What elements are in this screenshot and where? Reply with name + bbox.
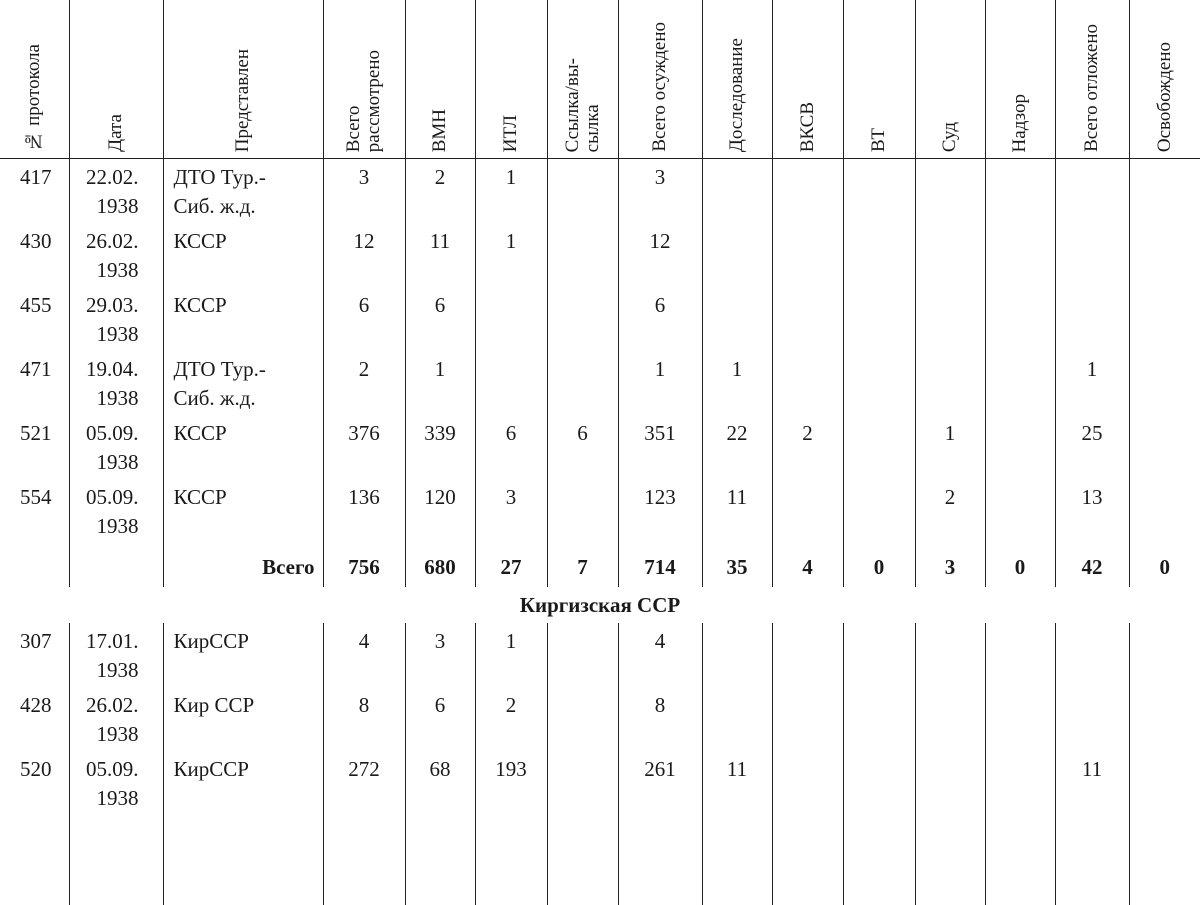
total-label: Всего — [163, 547, 323, 587]
empty-cell — [69, 819, 163, 905]
value-cell: 11 — [1055, 755, 1129, 819]
empty-cell — [475, 819, 547, 905]
value-cell — [547, 159, 618, 228]
value-cell — [1129, 483, 1200, 547]
protocol-number: 554 — [0, 483, 69, 547]
presented-by-cell — [163, 623, 323, 691]
col-header-vt: ВТ — [843, 0, 915, 159]
value-cell: 120 — [405, 483, 475, 547]
col-header-vksv: ВКСВ — [772, 0, 843, 159]
date-cell-line2: 1938 — [70, 512, 139, 541]
value-cell — [915, 227, 985, 291]
value-cell — [985, 419, 1055, 483]
value-cell — [985, 623, 1055, 691]
value-cell: 193 — [475, 755, 547, 819]
value-cell: 6 — [405, 691, 475, 755]
value-cell — [547, 691, 618, 755]
date-cell — [69, 691, 163, 755]
value-cell: 351 — [618, 419, 702, 483]
date-cell — [69, 483, 163, 547]
value-cell — [702, 159, 772, 228]
value-cell — [547, 355, 618, 419]
value-cell: 4 — [323, 623, 405, 691]
presented-by-cell-line1: КирССР — [174, 627, 323, 656]
total-value: 0 — [985, 547, 1055, 587]
value-cell — [772, 227, 843, 291]
empty-cell — [1055, 819, 1129, 905]
col-header-exile: Ссылка/вы- сылка — [547, 0, 618, 159]
value-cell — [915, 691, 985, 755]
protocol-number: 455 — [0, 291, 69, 355]
value-cell — [1129, 227, 1200, 291]
value-cell: 1 — [475, 623, 547, 691]
value-cell: 1 — [618, 355, 702, 419]
section-row — [0, 587, 1200, 623]
date-cell-line1: 19.04. — [70, 355, 139, 384]
total-value: 42 — [1055, 547, 1129, 587]
value-cell — [1055, 227, 1129, 291]
value-cell: 4 — [618, 623, 702, 691]
value-cell: 6 — [547, 419, 618, 483]
table-row — [0, 227, 1200, 291]
col-header-vmn: ВМН — [405, 0, 475, 159]
value-cell — [915, 291, 985, 355]
value-cell: 8 — [323, 691, 405, 755]
value-cell — [1129, 355, 1200, 419]
protocol-number: 521 — [0, 419, 69, 483]
col-header-total-reviewed: Всего рассмотрено — [323, 0, 405, 159]
total-value: 0 — [1129, 547, 1200, 587]
value-cell: 3 — [475, 483, 547, 547]
value-cell: 11 — [702, 483, 772, 547]
value-cell: 2 — [772, 419, 843, 483]
presented-by-cell-line1: КССР — [174, 227, 323, 256]
value-cell — [772, 623, 843, 691]
value-cell — [772, 755, 843, 819]
col-header-total-convicted: Всего осуждено — [618, 0, 702, 159]
value-cell — [915, 755, 985, 819]
empty-cell — [1129, 819, 1200, 905]
value-cell — [475, 355, 547, 419]
value-cell: 12 — [618, 227, 702, 291]
total-value: 756 — [323, 547, 405, 587]
protocol-number: 428 — [0, 691, 69, 755]
value-cell — [1129, 755, 1200, 819]
presented-by-cell — [163, 227, 323, 291]
filler-row — [0, 819, 1200, 905]
value-cell — [772, 291, 843, 355]
value-cell — [1055, 291, 1129, 355]
value-cell — [547, 291, 618, 355]
value-cell — [985, 291, 1055, 355]
value-cell — [915, 623, 985, 691]
value-cell — [1129, 159, 1200, 228]
value-cell: 2 — [405, 159, 475, 228]
value-cell — [547, 483, 618, 547]
value-cell: 3 — [405, 623, 475, 691]
empty-cell — [618, 819, 702, 905]
value-cell: 68 — [405, 755, 475, 819]
table-row — [0, 355, 1200, 419]
col-header-released: Освобождено — [1129, 0, 1200, 159]
presented-by-cell-line1: Кир ССР — [174, 691, 323, 720]
date-cell-line1: 29.03. — [70, 291, 139, 320]
presented-by-cell-line1: КССР — [174, 291, 323, 320]
value-cell: 3 — [323, 159, 405, 228]
col-header-date: Дата — [69, 0, 163, 159]
presented-by-cell-line1: ДТО Тур.- — [174, 163, 323, 192]
value-cell: 272 — [323, 755, 405, 819]
value-cell — [843, 291, 915, 355]
presented-by-cell — [163, 691, 323, 755]
value-cell: 2 — [323, 355, 405, 419]
date-cell — [69, 291, 163, 355]
total-value: 714 — [618, 547, 702, 587]
empty-cell — [163, 819, 323, 905]
value-cell — [772, 691, 843, 755]
col-header-total-postponed: Всего отложено — [1055, 0, 1129, 159]
value-cell — [843, 691, 915, 755]
presented-by-cell — [163, 159, 323, 228]
value-cell — [475, 291, 547, 355]
empty-cell — [405, 819, 475, 905]
value-cell — [1129, 419, 1200, 483]
date-cell — [69, 159, 163, 228]
value-cell — [547, 227, 618, 291]
date-cell — [69, 227, 163, 291]
value-cell — [1055, 691, 1129, 755]
empty-cell — [0, 547, 69, 587]
value-cell — [915, 159, 985, 228]
value-cell: 376 — [323, 419, 405, 483]
empty-cell — [985, 819, 1055, 905]
date-cell-line1: 05.09. — [70, 419, 139, 448]
empty-cell — [323, 819, 405, 905]
table-row — [0, 419, 1200, 483]
value-cell — [843, 419, 915, 483]
col-header-presented: Представлен — [163, 0, 323, 159]
presented-by-cell — [163, 291, 323, 355]
table-row — [0, 623, 1200, 691]
table-row — [0, 291, 1200, 355]
value-cell: 6 — [475, 419, 547, 483]
presented-by-cell — [163, 483, 323, 547]
presented-by-cell — [163, 755, 323, 819]
value-cell: 1 — [475, 159, 547, 228]
value-cell — [1055, 159, 1129, 228]
value-cell: 25 — [1055, 419, 1129, 483]
value-cell — [843, 623, 915, 691]
date-cell — [69, 623, 163, 691]
protocol-number: 471 — [0, 355, 69, 419]
value-cell — [702, 291, 772, 355]
value-cell: 339 — [405, 419, 475, 483]
value-cell — [1129, 623, 1200, 691]
date-cell — [69, 355, 163, 419]
total-value: 27 — [475, 547, 547, 587]
date-cell-line1: 26.02. — [70, 691, 139, 720]
value-cell: 6 — [323, 291, 405, 355]
date-cell — [69, 755, 163, 819]
value-cell — [702, 227, 772, 291]
date-cell-line2: 1938 — [70, 720, 139, 749]
value-cell: 1 — [405, 355, 475, 419]
header-row — [0, 0, 1200, 159]
total-value: 0 — [843, 547, 915, 587]
col-header-protocol: № протокола — [0, 0, 69, 159]
total-value: 7 — [547, 547, 618, 587]
date-cell-line2: 1938 — [70, 192, 139, 221]
col-header-itl: ИТЛ — [475, 0, 547, 159]
date-cell-line2: 1938 — [70, 656, 139, 685]
value-cell: 11 — [702, 755, 772, 819]
value-cell — [843, 227, 915, 291]
value-cell — [547, 755, 618, 819]
date-cell-line1: 17.01. — [70, 627, 139, 656]
value-cell: 13 — [1055, 483, 1129, 547]
value-cell — [772, 355, 843, 419]
col-header-court: Суд — [915, 0, 985, 159]
value-cell: 8 — [618, 691, 702, 755]
value-cell — [702, 623, 772, 691]
value-cell — [985, 691, 1055, 755]
date-cell — [69, 419, 163, 483]
value-cell — [843, 755, 915, 819]
table-row — [0, 755, 1200, 819]
total-value: 3 — [915, 547, 985, 587]
value-cell: 136 — [323, 483, 405, 547]
table-body — [0, 159, 1200, 905]
date-cell-line2: 1938 — [70, 256, 139, 285]
value-cell: 1 — [702, 355, 772, 419]
value-cell — [985, 227, 1055, 291]
presented-by-cell-line2: Сиб. ж.д. — [174, 384, 323, 413]
date-cell-line2: 1938 — [70, 448, 139, 477]
value-cell: 3 — [618, 159, 702, 228]
value-cell: 1 — [475, 227, 547, 291]
value-cell — [772, 159, 843, 228]
value-cell: 11 — [405, 227, 475, 291]
empty-cell — [772, 819, 843, 905]
value-cell: 261 — [618, 755, 702, 819]
date-cell-line2: 1938 — [70, 384, 139, 413]
value-cell — [843, 159, 915, 228]
value-cell — [772, 483, 843, 547]
empty-cell — [0, 819, 69, 905]
empty-cell — [843, 819, 915, 905]
value-cell — [915, 355, 985, 419]
col-header-further-investigation: Доследование — [702, 0, 772, 159]
value-cell — [985, 755, 1055, 819]
value-cell: 2 — [475, 691, 547, 755]
value-cell: 1 — [1055, 355, 1129, 419]
date-cell-line2: 1938 — [70, 784, 139, 813]
empty-cell — [547, 819, 618, 905]
value-cell — [843, 483, 915, 547]
value-cell: 123 — [618, 483, 702, 547]
date-cell-line1: 26.02. — [70, 227, 139, 256]
value-cell — [985, 159, 1055, 228]
date-cell-line1: 05.09. — [70, 483, 139, 512]
protocol-number: 430 — [0, 227, 69, 291]
presented-by-cell-line1: ДТО Тур.- — [174, 355, 323, 384]
total-row — [0, 547, 1200, 587]
date-cell-line2: 1938 — [70, 320, 139, 349]
value-cell: 22 — [702, 419, 772, 483]
value-cell: 6 — [618, 291, 702, 355]
presented-by-cell-line2: Сиб. ж.д. — [174, 192, 323, 221]
value-cell — [1129, 691, 1200, 755]
empty-cell — [702, 819, 772, 905]
value-cell — [985, 483, 1055, 547]
protocol-number: 417 — [0, 159, 69, 228]
date-cell-line1: 05.09. — [70, 755, 139, 784]
value-cell: 12 — [323, 227, 405, 291]
total-value: 4 — [772, 547, 843, 587]
empty-cell — [915, 819, 985, 905]
presented-by-cell-line1: КССР — [174, 419, 323, 448]
date-cell-line1: 22.02. — [70, 163, 139, 192]
value-cell — [547, 623, 618, 691]
value-cell — [985, 355, 1055, 419]
presented-by-cell-line1: КССР — [174, 483, 323, 512]
value-cell — [843, 355, 915, 419]
presented-by-cell — [163, 419, 323, 483]
presented-by-cell — [163, 355, 323, 419]
value-cell: 6 — [405, 291, 475, 355]
value-cell — [702, 691, 772, 755]
presented-by-cell-line1: КирССР — [174, 755, 323, 784]
value-cell: 1 — [915, 419, 985, 483]
value-cell — [1129, 291, 1200, 355]
total-value: 35 — [702, 547, 772, 587]
empty-cell — [69, 547, 163, 587]
protocol-number: 307 — [0, 623, 69, 691]
col-header-supervision: Надзор — [985, 0, 1055, 159]
protocol-number: 520 — [0, 755, 69, 819]
section-title: Киргизская ССР — [0, 587, 1200, 623]
table-row — [0, 483, 1200, 547]
table-row — [0, 159, 1200, 228]
total-value: 680 — [405, 547, 475, 587]
value-cell: 2 — [915, 483, 985, 547]
table-row — [0, 691, 1200, 755]
value-cell — [1055, 623, 1129, 691]
